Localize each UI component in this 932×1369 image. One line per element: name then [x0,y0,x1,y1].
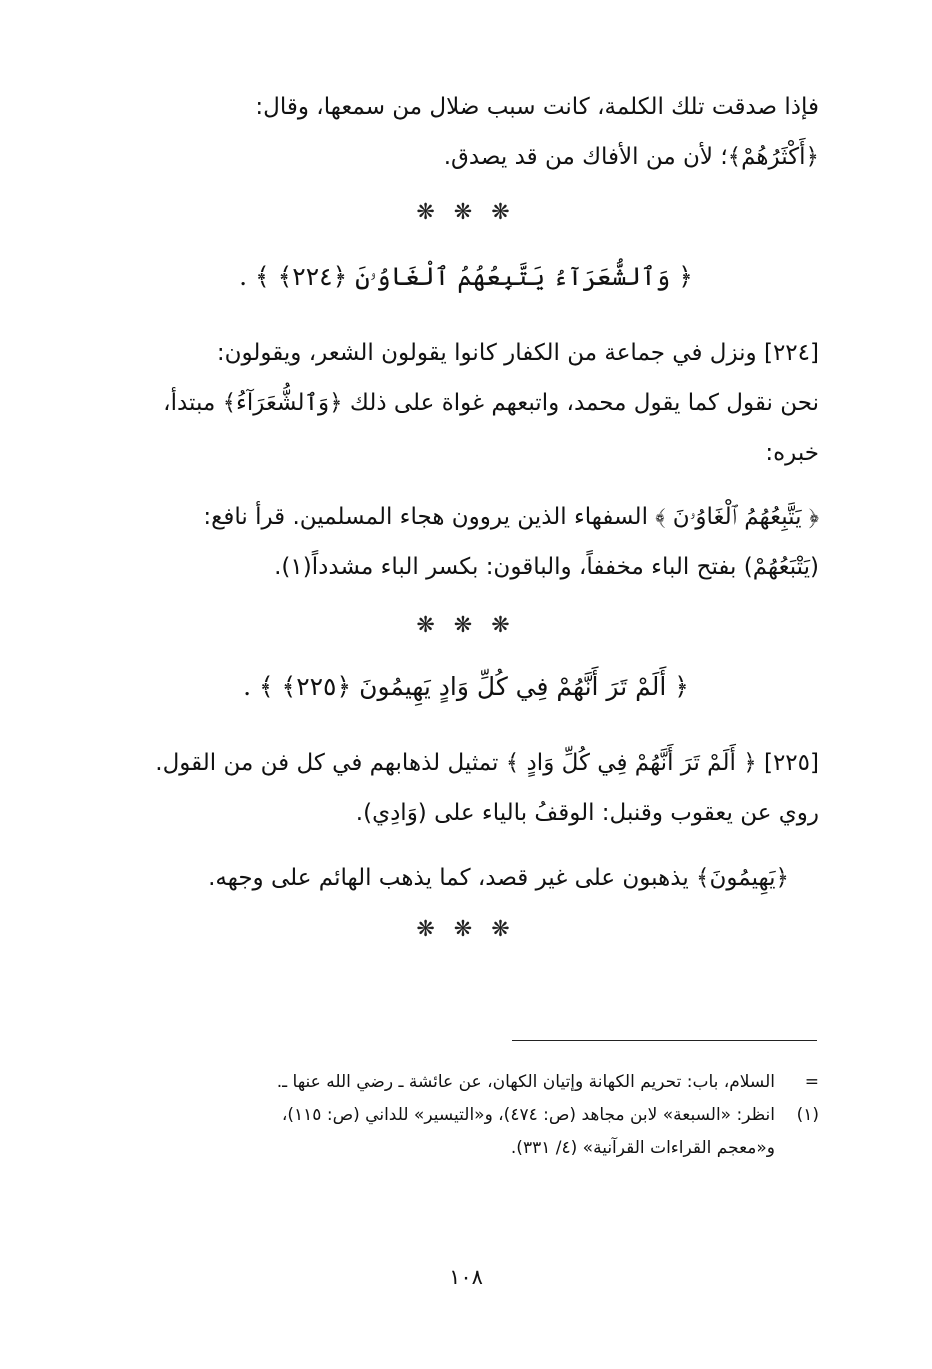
footnote-divider [512,1040,817,1041]
section-separator: ❋ ❋ ❋ [416,917,516,942]
text-line: ﴿ يَتَّبِعُهُمُ ٱلْغَاوُۥنَ ﴾ السفهاء الذين يروون هجاء المسلمين. قرأ نافع: [203,504,819,530]
page-number: ١٠٨ [449,1265,483,1289]
footnotes [99,1066,819,1165]
paragraph-intro [109,82,819,182]
footnote-line [99,1099,819,1132]
paragraph-reading-variants [109,492,819,592]
footnote-marker: (١) [796,1105,819,1125]
footnote-line [99,1066,819,1099]
footnote-text: انظر: «السبعة» لابن مجاهد (ص: ٤٧٤)، و«التيسير» للداني (ص: ١١٥)، [281,1105,775,1125]
text-line: (يَتْبَعُهُمْ) بفتح الباء مخففاً، والباقون: بكسر الباء مشدداً(١). [274,554,819,580]
paragraph-commentary-225 [109,738,819,838]
text-line: خبره: [765,440,819,466]
text-line: ﴿أَكْثَرُهُمْ﴾؛ لأن من الأفاك من قد يصدق. [443,144,819,170]
footnote-text: و«معجم القراءات القرآنية» (٤/ ٣٣١). [510,1138,775,1158]
text-line: [٢٢٥] ﴿ أَلَمْ تَرَ أَنَّهُمْ فِي كُلِّ وَادٍ ﴾ تمثيل لذهابهم في كل فن من القول. [155,750,819,776]
text-line: [٢٢٤] ونزل في جماعة من الكفار كانوا يقولون الشعر، ويقولون: [216,340,819,366]
footnote-text: السلام، باب: تحريم الكهانة وإتيان الكهان، عن عائشة ـ رضي الله عنها ـ. [276,1072,775,1092]
quran-verse-225: ﴿ أَلَمْ تَرَ أَنَّهُمْ فِي كُلِّ وَادٍ يَهِيمُونَ ﴿٢٢٥﴾ ﴾ . [243,672,689,701]
text-line: ﴿يَهِيمُونَ﴾ يذهبون على غير قصد، كما يذهب الهائم على وجهه. [208,865,789,891]
section-separator: ❋ ❋ ❋ [416,613,516,638]
footnote-line [99,1132,819,1165]
quran-verse-224: ﴿ وَٱلشُّعَرَآءُ يَتَّبِعُهُمُ ٱلْغَاوُۥنَ ﴿٢٢٤﴾ ﴾ . [239,262,693,291]
text-line: نحن نقول كما يقول محمد، واتبعهم غواة على ذلك ﴿وَٱلشُّعَرَآءُ﴾ مبتدأ، [163,390,819,416]
paragraph-yahimun [109,853,819,903]
text-line: فإذا صدقت تلك الكلمة، كانت سبب ضلال من سمعها، وقال: [255,94,819,120]
text-line: روي عن يعقوب وقنبل: الوقفُ بالياء على (وَادِي). [355,800,819,826]
paragraph-commentary-224 [109,328,819,478]
section-separator: ❋ ❋ ❋ [416,200,516,225]
footnote-marker: = [804,1072,819,1092]
